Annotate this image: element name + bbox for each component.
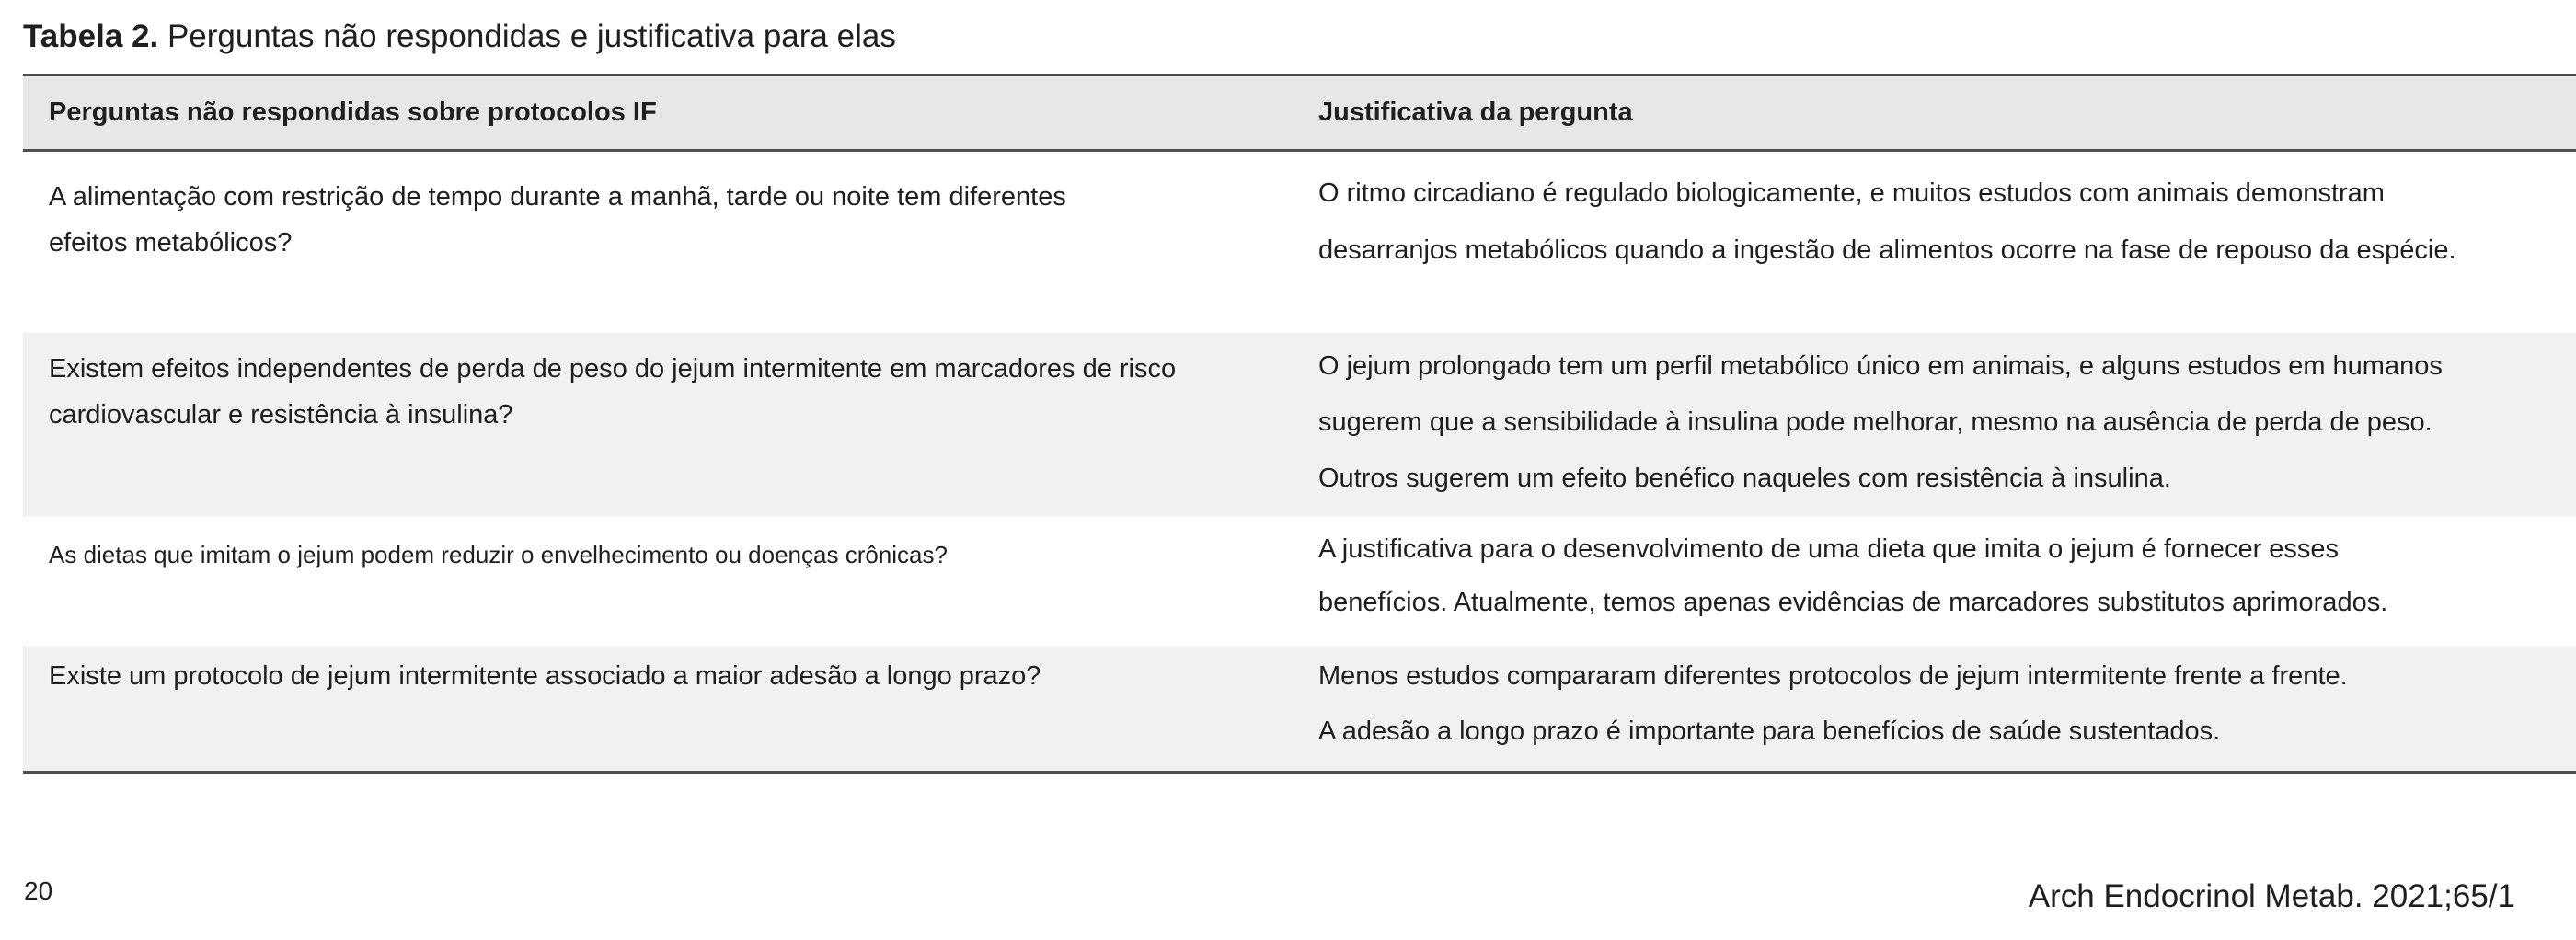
justification-line: A adesão a longo prazo é importante para benefícios de saúde sustentados.: [1318, 716, 2221, 746]
question-line: efeitos metabólicos?: [49, 228, 293, 258]
justification-cell: [1318, 333, 2576, 517]
justification-line: Outros sugerem um efeito benéfico naqueles com resistência à insulina.: [1318, 463, 2171, 493]
justification-line: O jejum prolongado tem um perfil metabólico único em animais, e alguns estudos em humanos: [1318, 350, 2443, 381]
header-justification: Justificativa da pergunta: [1318, 97, 1633, 127]
justification-line: A justificativa para o desenvolvimento de uma dieta que imita o jejum é fornecer esses: [1318, 533, 2340, 564]
question-line: As dietas que imitam o jejum podem reduzir o envelhecimento ou doenças crônicas?: [49, 540, 948, 568]
page-number: 20: [24, 877, 53, 905]
question-line: Existe um protocolo de jejum intermitente associado a maior adesão a longo prazo?: [49, 660, 1041, 691]
question-line: Existem efeitos independentes de perda de peso do jejum intermitente em marcadores de risco: [49, 353, 1177, 384]
justification-line: O ritmo circadiano é regulado biologicamente, e muitos estudos com animais demonstram: [1318, 178, 2385, 208]
justification-cell: [1318, 646, 2576, 773]
table-caption-title: Perguntas não respondidas e justificativa para elas: [167, 18, 896, 54]
justification-line: Menos estudos compararam diferentes protocolos de jejum intermitente frente a frente.: [1318, 660, 2348, 691]
table-caption: [23, 17, 896, 57]
questions-table: [23, 74, 2576, 774]
question-line: cardiovascular e resistência à insulina?: [49, 399, 513, 430]
question-cell: [23, 517, 1318, 646]
question-cell: [23, 333, 1318, 517]
justification-cell: [1318, 151, 2576, 333]
justification-line: benefícios. Atualmente, temos apenas evidências de marcadores substitutos aprimorados.: [1318, 587, 2388, 617]
question-line: A alimentação com restrição de tempo durante a manhã, tarde ou noite tem diferentes: [49, 182, 1066, 212]
question-cell: [23, 646, 1318, 773]
table-header-row: [23, 75, 2576, 151]
table-row: [23, 646, 2576, 773]
journal-citation: Arch Endocrinol Metab. 2021;65/1: [2028, 878, 2515, 914]
justification-line: sugerem que a sensibilidade à insulina pode melhorar, mesmo na ausência de perda de peso.: [1318, 407, 2432, 437]
justification-line: desarranjos metabólicos quando a ingestão de alimentos ocorre na fase de repouso da espécie.: [1318, 235, 2456, 265]
header-questions: Perguntas não respondidas sobre protocolos IF: [49, 97, 657, 127]
table-caption-label: Tabela 2.: [23, 18, 159, 54]
table-row: [23, 151, 2576, 333]
question-cell: [23, 151, 1318, 333]
table-row: [23, 517, 2576, 646]
justification-cell: [1318, 517, 2576, 646]
table-row: [23, 333, 2576, 517]
